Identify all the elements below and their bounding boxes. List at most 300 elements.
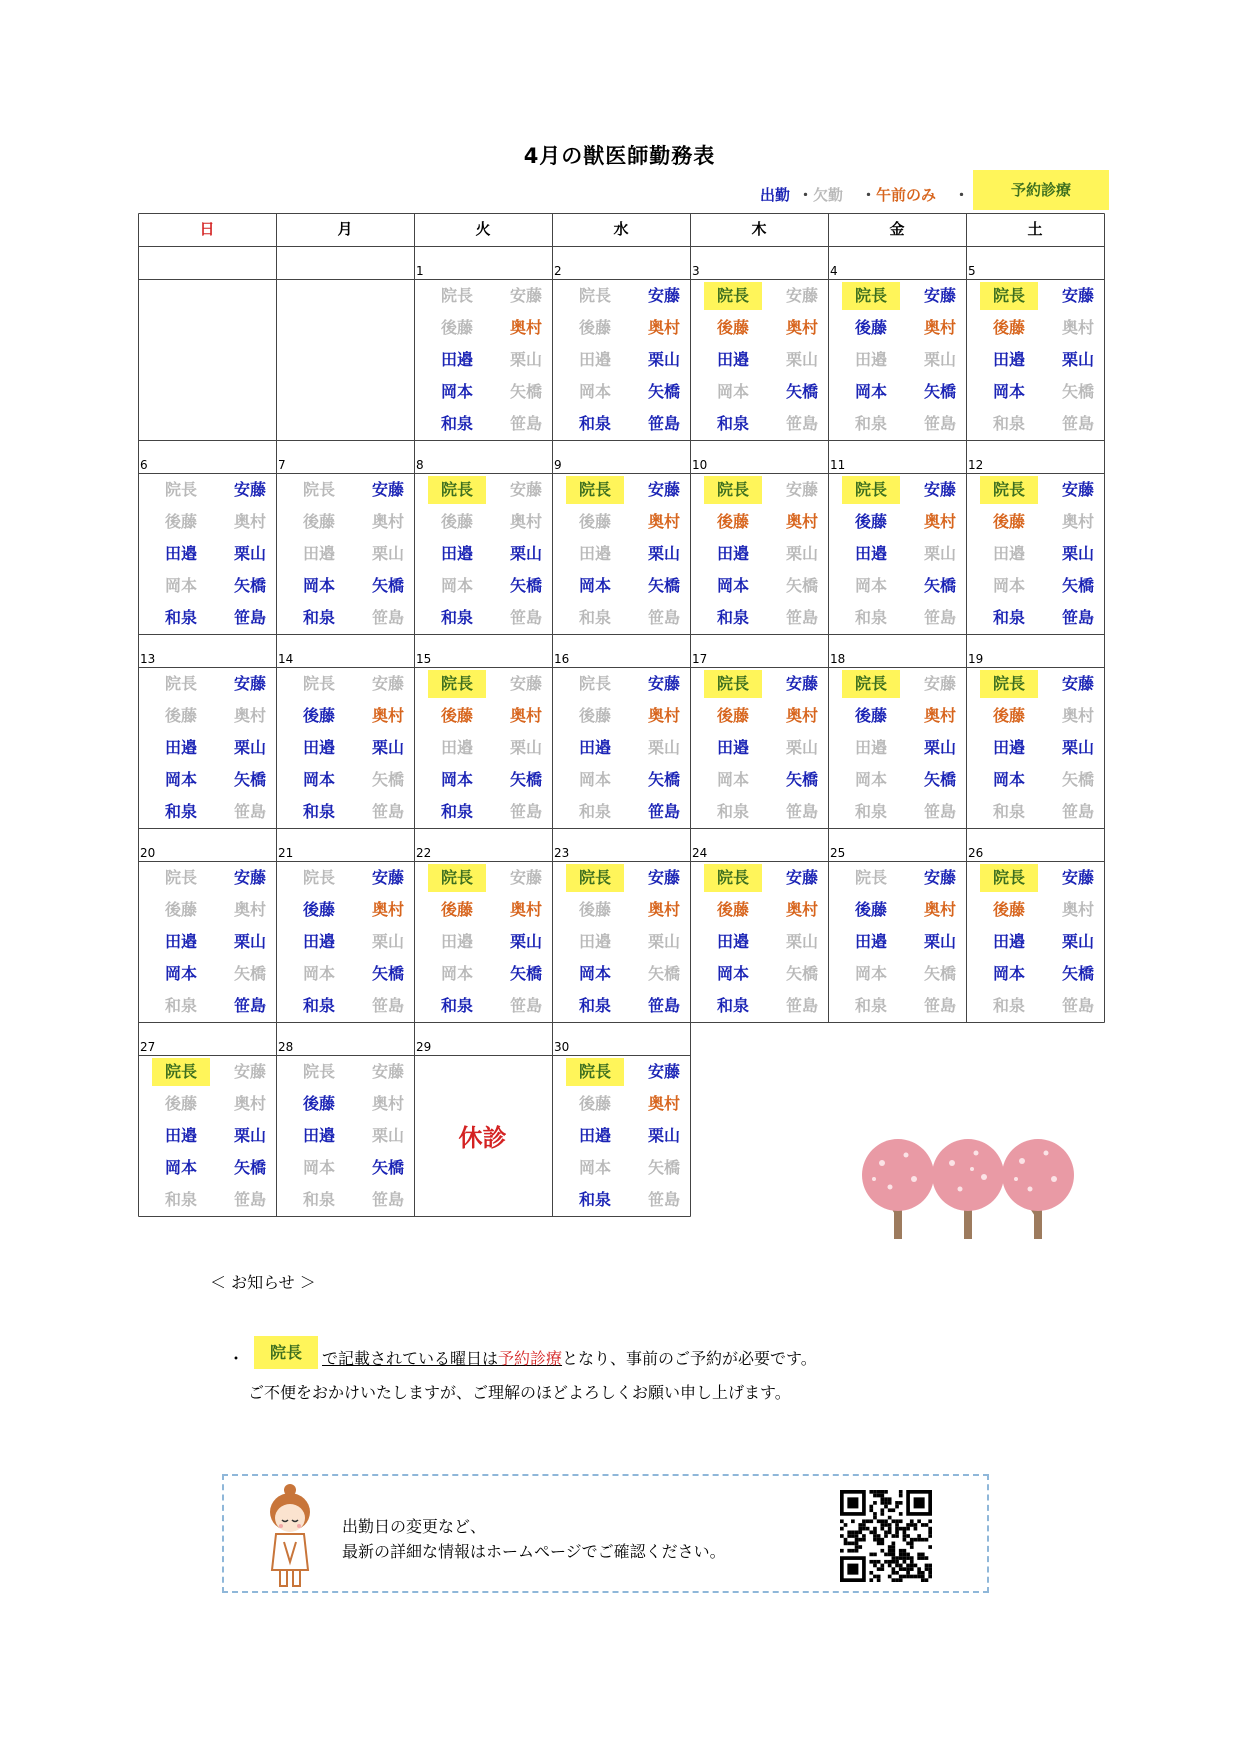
staff-slot: 栗山 — [1061, 544, 1094, 563]
staff-slot: 奥村 — [923, 512, 956, 531]
staff-slot: 和泉 — [164, 608, 197, 627]
staff-slot: 田邉 — [992, 932, 1025, 951]
staff-slot: 栗山 — [1061, 738, 1094, 757]
day-number: 17 — [692, 652, 708, 666]
day-cell — [138, 828, 276, 1022]
day-number: 18 — [830, 652, 846, 666]
staff-slot: 矢橋 — [371, 964, 404, 983]
staff-slot: 和泉 — [992, 802, 1025, 821]
staff-slot: 栗山 — [233, 738, 266, 757]
staff-slot: 奥村 — [371, 512, 404, 531]
staff-slot: 奥村 — [923, 900, 956, 919]
staff-slot: 栗山 — [785, 738, 818, 757]
staff-slot: 矢橋 — [923, 964, 956, 983]
staff-slot: 院長 — [566, 476, 624, 504]
staff-slot: 笹島 — [233, 1190, 266, 1209]
staff-slot: 笹島 — [785, 414, 818, 433]
day-cell — [552, 1022, 690, 1216]
staff-slot: 奥村 — [647, 318, 680, 337]
staff-slot: 笹島 — [233, 608, 266, 627]
staff-slot: 奥村 — [785, 512, 818, 531]
day-number: 29 — [416, 1040, 432, 1054]
staff-slot: 和泉 — [854, 414, 887, 433]
staff-slot: 院長 — [578, 286, 611, 305]
staff-slot: 奥村 — [509, 512, 542, 531]
staff-slot: 院長 — [842, 282, 900, 310]
staff-slot: 安藤 — [233, 1062, 266, 1081]
staff-slot: 和泉 — [578, 802, 611, 821]
staff-slot: 田邉 — [578, 932, 611, 951]
staff-slot: 和泉 — [716, 802, 749, 821]
day-number: 9 — [554, 458, 562, 472]
staff-slot: 院長 — [980, 476, 1038, 504]
staff-slot: 和泉 — [302, 802, 335, 821]
staff-slot: 矢橋 — [1061, 382, 1094, 401]
staff-slot: 安藤 — [509, 868, 542, 887]
staff-slot: 和泉 — [854, 608, 887, 627]
staff-slot: 田邉 — [992, 350, 1025, 369]
staff-slot: 矢橋 — [509, 964, 542, 983]
staff-slot: 安藤 — [1061, 286, 1094, 305]
day-cell — [690, 246, 828, 440]
day-number: 4 — [830, 264, 838, 278]
staff-slot: 後藤 — [578, 900, 611, 919]
legend-off: 欠勤 — [813, 186, 844, 204]
staff-slot: 院長 — [842, 476, 900, 504]
staff-slot: 矢橋 — [647, 1158, 680, 1177]
staff-slot: 後藤 — [440, 900, 473, 919]
staff-slot: 田邉 — [302, 544, 335, 563]
staff-slot: 安藤 — [509, 286, 542, 305]
staff-slot: 後藤 — [992, 512, 1025, 531]
staff-slot: 栗山 — [1061, 932, 1094, 951]
staff-slot: 笹島 — [233, 802, 266, 821]
staff-slot: 栗山 — [1061, 350, 1094, 369]
day-cell — [276, 440, 414, 634]
staff-slot: 後藤 — [578, 1094, 611, 1113]
staff-slot: 笹島 — [509, 608, 542, 627]
staff-slot: 岡本 — [716, 576, 749, 595]
staff-slot: 院長 — [164, 480, 197, 499]
staff-slot: 和泉 — [440, 414, 473, 433]
staff-slot: 矢橋 — [785, 576, 818, 595]
staff-slot: 奥村 — [233, 706, 266, 725]
day-cell — [552, 828, 690, 1022]
staff-slot: 笹島 — [647, 414, 680, 433]
staff-slot: 岡本 — [164, 770, 197, 789]
legend-dot: ・ — [861, 186, 877, 204]
staff-slot: 笹島 — [923, 996, 956, 1015]
staff-slot: 岡本 — [992, 576, 1025, 595]
staff-slot: 院長 — [566, 864, 624, 892]
staff-slot: 奥村 — [647, 512, 680, 531]
staff-slot: 田邉 — [578, 350, 611, 369]
staff-slot: 岡本 — [716, 382, 749, 401]
staff-slot: 栗山 — [371, 544, 404, 563]
weekday-2: 火 — [475, 220, 491, 238]
weekday-3: 水 — [613, 220, 629, 238]
staff-slot: 笹島 — [1061, 414, 1094, 433]
day-cell — [276, 634, 414, 828]
notice-line-2: ご不便をおかけいたしますが、ご理解のほどよろしくお願い申し上げます。 — [248, 1383, 791, 1402]
staff-slot: 安藤 — [1061, 480, 1094, 499]
day-number: 14 — [278, 652, 294, 666]
staff-slot: 奥村 — [647, 706, 680, 725]
director-pill: 院長 — [254, 1336, 318, 1369]
staff-slot: 岡本 — [578, 576, 611, 595]
staff-slot: 安藤 — [785, 868, 818, 887]
staff-slot: 奥村 — [785, 318, 818, 337]
staff-slot: 奥村 — [509, 706, 542, 725]
staff-slot: 奥村 — [1061, 900, 1094, 919]
staff-slot: 和泉 — [164, 802, 197, 821]
weekday-1: 月 — [337, 220, 353, 238]
staff-slot: 岡本 — [302, 1158, 335, 1177]
day-cell — [138, 440, 276, 634]
staff-slot: 矢橋 — [1061, 770, 1094, 789]
staff-slot: 田邉 — [854, 738, 887, 757]
day-number: 10 — [692, 458, 708, 472]
staff-slot: 笹島 — [1061, 996, 1094, 1015]
staff-slot: 院長 — [302, 480, 335, 499]
day-cell — [414, 634, 552, 828]
staff-slot: 奥村 — [1061, 318, 1094, 337]
staff-slot: 後藤 — [992, 900, 1025, 919]
day-cell — [552, 440, 690, 634]
staff-slot: 安藤 — [1061, 674, 1094, 693]
staff-slot: 笹島 — [923, 802, 956, 821]
weekday-header — [138, 213, 1104, 246]
staff-slot: 和泉 — [164, 996, 197, 1015]
staff-slot: 笹島 — [647, 1190, 680, 1209]
staff-slot: 安藤 — [371, 674, 404, 693]
staff-slot: 笹島 — [509, 414, 542, 433]
staff-slot: 院長 — [302, 868, 335, 887]
staff-slot: 田邉 — [854, 932, 887, 951]
staff-slot: 岡本 — [302, 770, 335, 789]
staff-slot: 和泉 — [440, 996, 473, 1015]
staff-slot: 和泉 — [854, 996, 887, 1015]
staff-slot: 栗山 — [785, 350, 818, 369]
empty-cell — [138, 246, 276, 440]
staff-slot: 安藤 — [923, 286, 956, 305]
staff-slot: 後藤 — [164, 1094, 197, 1113]
staff-slot: 和泉 — [164, 1190, 197, 1209]
staff-slot: 後藤 — [440, 318, 473, 337]
notice-text-b: となり、事前のご予約が必要です。 — [562, 1349, 817, 1368]
staff-slot: 院長 — [566, 1058, 624, 1086]
staff-slot: 岡本 — [164, 1158, 197, 1177]
staff-slot: 和泉 — [302, 608, 335, 627]
notice-heading: ＜ お知らせ ＞ — [210, 1273, 316, 1292]
staff-slot: 奥村 — [647, 1094, 680, 1113]
staff-slot: 安藤 — [371, 480, 404, 499]
staff-slot: 安藤 — [371, 868, 404, 887]
staff-slot: 笹島 — [923, 608, 956, 627]
legend-dot: ・ — [954, 186, 970, 204]
staff-slot: 奥村 — [785, 706, 818, 725]
staff-slot: 院長 — [428, 670, 486, 698]
staff-slot: 安藤 — [233, 868, 266, 887]
staff-slot: 奥村 — [371, 1094, 404, 1113]
day-cell — [966, 828, 1104, 1022]
staff-slot: 和泉 — [992, 414, 1025, 433]
staff-slot: 田邉 — [716, 544, 749, 563]
staff-slot: 安藤 — [923, 868, 956, 887]
legend-am: 午前のみ — [876, 186, 937, 204]
day-number: 25 — [830, 846, 846, 860]
staff-slot: 安藤 — [785, 286, 818, 305]
staff-slot: 奥村 — [233, 900, 266, 919]
day-cell — [690, 634, 828, 828]
staff-slot: 院長 — [704, 476, 762, 504]
staff-slot: 笹島 — [509, 802, 542, 821]
staff-slot: 院長 — [440, 286, 473, 305]
staff-slot: 笹島 — [1061, 608, 1094, 627]
staff-slot: 院長 — [428, 864, 486, 892]
staff-slot: 後藤 — [302, 1094, 335, 1113]
staff-slot: 安藤 — [647, 1062, 680, 1081]
day-cell — [828, 246, 966, 440]
staff-slot: 奥村 — [233, 512, 266, 531]
staff-slot: 田邉 — [164, 1126, 197, 1145]
staff-slot: 笹島 — [785, 996, 818, 1015]
staff-slot: 栗山 — [233, 932, 266, 951]
staff-slot: 田邉 — [992, 544, 1025, 563]
staff-slot: 田邉 — [302, 932, 335, 951]
staff-slot: 安藤 — [1061, 868, 1094, 887]
day-cell — [276, 828, 414, 1022]
staff-slot: 後藤 — [440, 512, 473, 531]
staff-slot: 奥村 — [371, 900, 404, 919]
staff-slot: 安藤 — [233, 674, 266, 693]
staff-slot: 田邉 — [854, 350, 887, 369]
staff-slot: 笹島 — [233, 996, 266, 1015]
staff-slot: 院長 — [164, 868, 197, 887]
staff-slot: 後藤 — [302, 900, 335, 919]
info-text — [342, 1514, 726, 1564]
staff-slot: 矢橋 — [785, 382, 818, 401]
notice-text-a: で記載されている曜日は — [322, 1349, 499, 1368]
staff-slot: 矢橋 — [371, 770, 404, 789]
empty-cell — [276, 246, 414, 440]
day-cell — [276, 1022, 414, 1216]
staff-slot: 笹島 — [509, 996, 542, 1015]
staff-slot: 矢橋 — [1061, 576, 1094, 595]
staff-slot: 栗山 — [233, 544, 266, 563]
staff-slot: 安藤 — [647, 480, 680, 499]
staff-slot: 笹島 — [371, 1190, 404, 1209]
staff-slot: 後藤 — [854, 706, 887, 725]
staff-slot: 栗山 — [233, 1126, 266, 1145]
staff-slot: 田邉 — [302, 738, 335, 757]
day-number: 3 — [692, 264, 700, 278]
staff-slot: 田邉 — [578, 1126, 611, 1145]
staff-slot: 後藤 — [716, 706, 749, 725]
staff-slot: 岡本 — [578, 964, 611, 983]
staff-slot: 栗山 — [509, 932, 542, 951]
staff-slot: 矢橋 — [647, 576, 680, 595]
staff-slot: 後藤 — [164, 900, 197, 919]
staff-slot: 栗山 — [647, 932, 680, 951]
staff-slot: 栗山 — [509, 350, 542, 369]
staff-slot: 院長 — [980, 864, 1038, 892]
bowing-staff-illustration — [260, 1482, 320, 1594]
staff-slot: 奥村 — [785, 900, 818, 919]
day-cell — [966, 634, 1104, 828]
day-number: 24 — [692, 846, 708, 860]
staff-slot: 岡本 — [164, 576, 197, 595]
staff-slot: 安藤 — [647, 674, 680, 693]
staff-slot: 笹島 — [371, 608, 404, 627]
staff-slot: 笹島 — [371, 802, 404, 821]
staff-slot: 院長 — [428, 476, 486, 504]
staff-slot: 田邉 — [716, 738, 749, 757]
staff-slot: 田邉 — [440, 350, 473, 369]
staff-slot: 後藤 — [854, 512, 887, 531]
staff-slot: 岡本 — [854, 576, 887, 595]
staff-slot: 院長 — [854, 868, 887, 887]
weekday-4: 木 — [751, 220, 767, 238]
day-number: 30 — [554, 1040, 570, 1054]
day-number: 15 — [416, 652, 432, 666]
staff-slot: 田邉 — [440, 738, 473, 757]
staff-slot: 安藤 — [647, 286, 680, 305]
staff-slot: 和泉 — [854, 802, 887, 821]
staff-slot: 奥村 — [923, 706, 956, 725]
staff-slot: 和泉 — [578, 1190, 611, 1209]
staff-slot: 栗山 — [923, 544, 956, 563]
staff-slot: 岡本 — [440, 770, 473, 789]
staff-slot: 栗山 — [923, 738, 956, 757]
staff-slot: 岡本 — [716, 770, 749, 789]
staff-slot: 院長 — [980, 282, 1038, 310]
day-cell — [690, 828, 828, 1022]
staff-slot: 奥村 — [509, 318, 542, 337]
staff-slot: 栗山 — [647, 350, 680, 369]
day-cell — [552, 634, 690, 828]
staff-slot: 後藤 — [578, 706, 611, 725]
staff-slot: 栗山 — [647, 1126, 680, 1145]
staff-slot: 和泉 — [302, 996, 335, 1015]
staff-slot: 田邉 — [716, 350, 749, 369]
staff-slot: 安藤 — [785, 480, 818, 499]
info-line-2: 最新の詳細な情報はホームページでご確認ください。 — [342, 1542, 726, 1561]
staff-slot: 笹島 — [923, 414, 956, 433]
staff-slot: 岡本 — [854, 964, 887, 983]
staff-slot: 矢橋 — [371, 1158, 404, 1177]
staff-slot: 後藤 — [578, 318, 611, 337]
staff-slot: 栗山 — [647, 544, 680, 563]
staff-slot: 和泉 — [992, 996, 1025, 1015]
staff-slot: 矢橋 — [509, 382, 542, 401]
staff-slot: 岡本 — [440, 382, 473, 401]
info-line-1: 出勤日の変更など、 — [342, 1517, 487, 1536]
weekday-0: 日 — [199, 220, 215, 238]
staff-slot: 岡本 — [992, 770, 1025, 789]
staff-slot: 後藤 — [578, 512, 611, 531]
day-number: 27 — [140, 1040, 156, 1054]
staff-slot: 笹島 — [647, 996, 680, 1015]
day-number: 19 — [968, 652, 984, 666]
day-cell — [552, 246, 690, 440]
staff-slot: 和泉 — [578, 414, 611, 433]
staff-slot: 安藤 — [923, 480, 956, 499]
staff-slot: 後藤 — [716, 512, 749, 531]
staff-slot: 和泉 — [992, 608, 1025, 627]
staff-slot: 岡本 — [578, 382, 611, 401]
staff-slot: 矢橋 — [371, 576, 404, 595]
day-number: 13 — [140, 652, 156, 666]
bullet: ・ — [228, 1349, 245, 1368]
staff-slot: 院長 — [980, 670, 1038, 698]
day-cell — [414, 1022, 552, 1216]
qr-code-icon[interactable] — [840, 1490, 932, 1586]
staff-slot: 院長 — [704, 864, 762, 892]
staff-slot: 矢橋 — [233, 576, 266, 595]
staff-slot: 栗山 — [923, 350, 956, 369]
staff-slot: 岡本 — [854, 382, 887, 401]
staff-slot: 奥村 — [233, 1094, 266, 1113]
staff-slot: 安藤 — [371, 1062, 404, 1081]
staff-slot: 矢橋 — [647, 964, 680, 983]
staff-slot: 後藤 — [854, 900, 887, 919]
staff-slot: 院長 — [704, 282, 762, 310]
staff-slot: 岡本 — [992, 964, 1025, 983]
staff-slot: 和泉 — [716, 996, 749, 1015]
legend-reserved: 予約診療 — [973, 170, 1109, 210]
day-number: 22 — [416, 846, 432, 860]
staff-slot: 後藤 — [302, 512, 335, 531]
staff-slot: 後藤 — [854, 318, 887, 337]
staff-slot: 田邉 — [164, 544, 197, 563]
staff-slot: 矢橋 — [785, 964, 818, 983]
staff-slot: 安藤 — [923, 674, 956, 693]
staff-slot: 和泉 — [302, 1190, 335, 1209]
staff-slot: 矢橋 — [923, 576, 956, 595]
staff-slot: 矢橋 — [1061, 964, 1094, 983]
day-cell — [414, 440, 552, 634]
closed-label: 休診 — [458, 1124, 507, 1152]
day-number: 7 — [278, 458, 286, 472]
staff-slot: 後藤 — [992, 318, 1025, 337]
staff-slot: 田邉 — [992, 738, 1025, 757]
staff-slot: 後藤 — [992, 706, 1025, 725]
staff-slot: 栗山 — [371, 738, 404, 757]
day-number: 21 — [278, 846, 294, 860]
staff-slot: 院長 — [302, 674, 335, 693]
staff-slot: 栗山 — [371, 932, 404, 951]
staff-slot: 岡本 — [302, 964, 335, 983]
cherry-tree-illustration — [860, 1135, 1080, 1249]
staff-slot: 岡本 — [716, 964, 749, 983]
staff-slot: 奥村 — [1061, 512, 1094, 531]
day-number: 23 — [554, 846, 570, 860]
staff-slot: 後藤 — [440, 706, 473, 725]
staff-slot: 矢橋 — [233, 1158, 266, 1177]
staff-slot: 矢橋 — [923, 382, 956, 401]
staff-slot: 安藤 — [647, 868, 680, 887]
staff-slot: 奥村 — [371, 706, 404, 725]
day-cell — [414, 246, 552, 440]
staff-slot: 和泉 — [716, 608, 749, 627]
staff-slot: 笹島 — [647, 802, 680, 821]
day-number: 26 — [968, 846, 984, 860]
staff-slot: 和泉 — [578, 996, 611, 1015]
staff-slot: 院長 — [704, 670, 762, 698]
staff-slot: 矢橋 — [233, 964, 266, 983]
staff-slot: 田邉 — [302, 1126, 335, 1145]
